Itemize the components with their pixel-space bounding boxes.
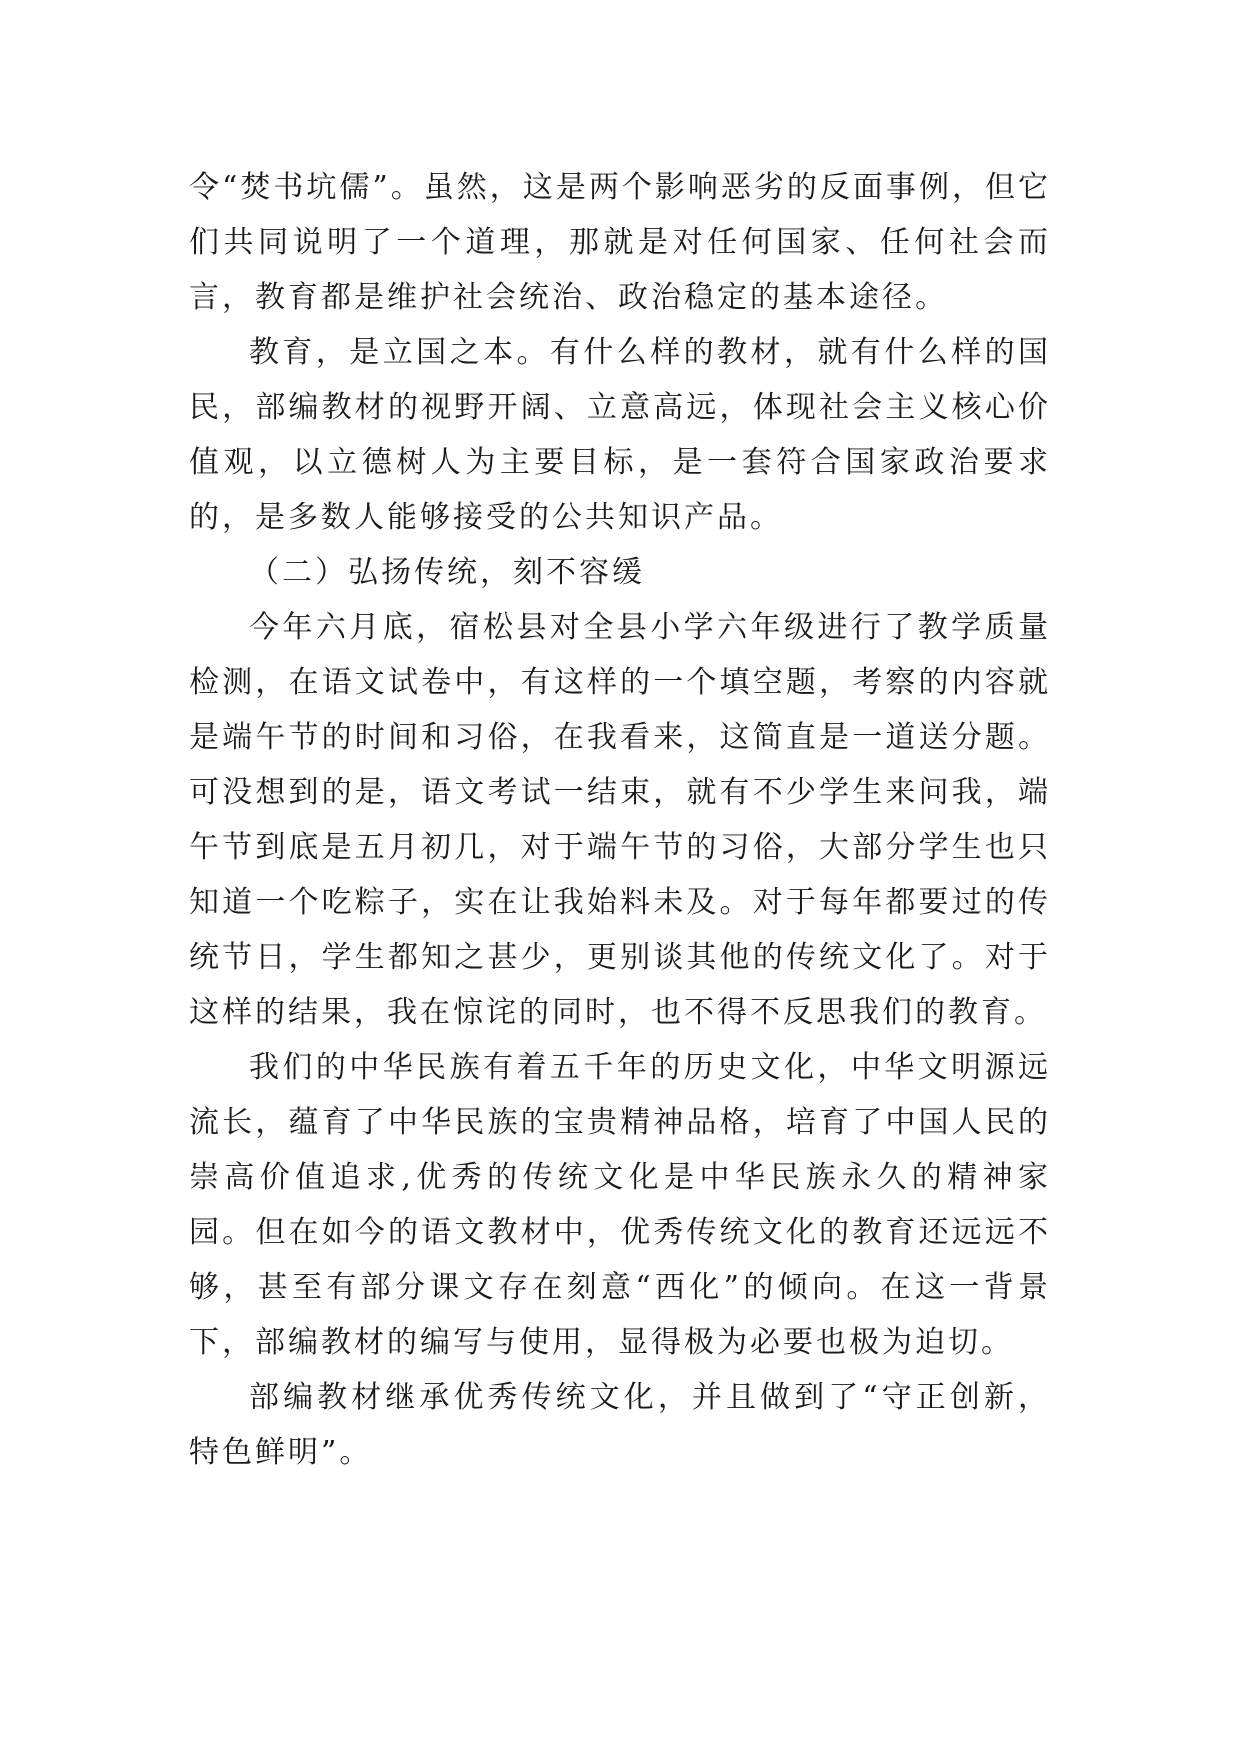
paragraph-2: 教育，是立国之本。有什么样的教材，就有什么样的国民，部编教材的视野开阔、立意高远，体现社会主义核心价值观，以立德树人为主要目标，是一套符合国家政治要求的，是多数人能够接受的公共知识产品。 <box>189 335 1051 535</box>
paragraph-4: 我们的中华民族有着五千年的历史文化，中华文明源远流长，蕴育了中华民族的宝贵精神品格，培育了中国人民的崇高价值追求,优秀的传统文化是中华民族永久的精神家园。但在如今的语文教材中，优秀传统文化的教育还远远不够，甚至有部分课文存在刻意“西化”的倾向。在这一背景下，部编教材的编写与使用，显得极为必要也极为迫切。 <box>189 1050 1051 1360</box>
section-heading: （二）弘扬传统，刻不容缓 <box>249 555 645 590</box>
paragraph-3: 今年六月底，宿松县对全县小学六年级进行了教学质量检测，在语文试卷中，有这样的一个填空题，考察的内容就是端午节的时间和习俗，在我看来，这简直是一道送分题。可没想到的是，语文考试一结束，就有不少学生来问我，端午节到底是五月初几，对于端午节的习俗，大部分学生也只知道一个吃粽子，实在让我始料未及。对于每年都要过的传统节日，学生都知之甚少，更别谈其他的传统文化了。对于这样的结果，我在惊诧的同时，也不得不反思我们的教育。 <box>189 610 1051 1030</box>
paragraph-5: 部编教材继承优秀传统文化，并且做到了“守正创新，特色鲜明”。 <box>189 1380 1051 1470</box>
document-body <box>189 160 1051 1480</box>
paragraph-1: 令“焚书坑儒”。虽然，这是两个影响恶劣的反面事例，但它们共同说明了一个道理，那就是对任何国家、任何社会而言，教育都是维护社会统治、政治稳定的基本途径。 <box>189 170 1051 315</box>
